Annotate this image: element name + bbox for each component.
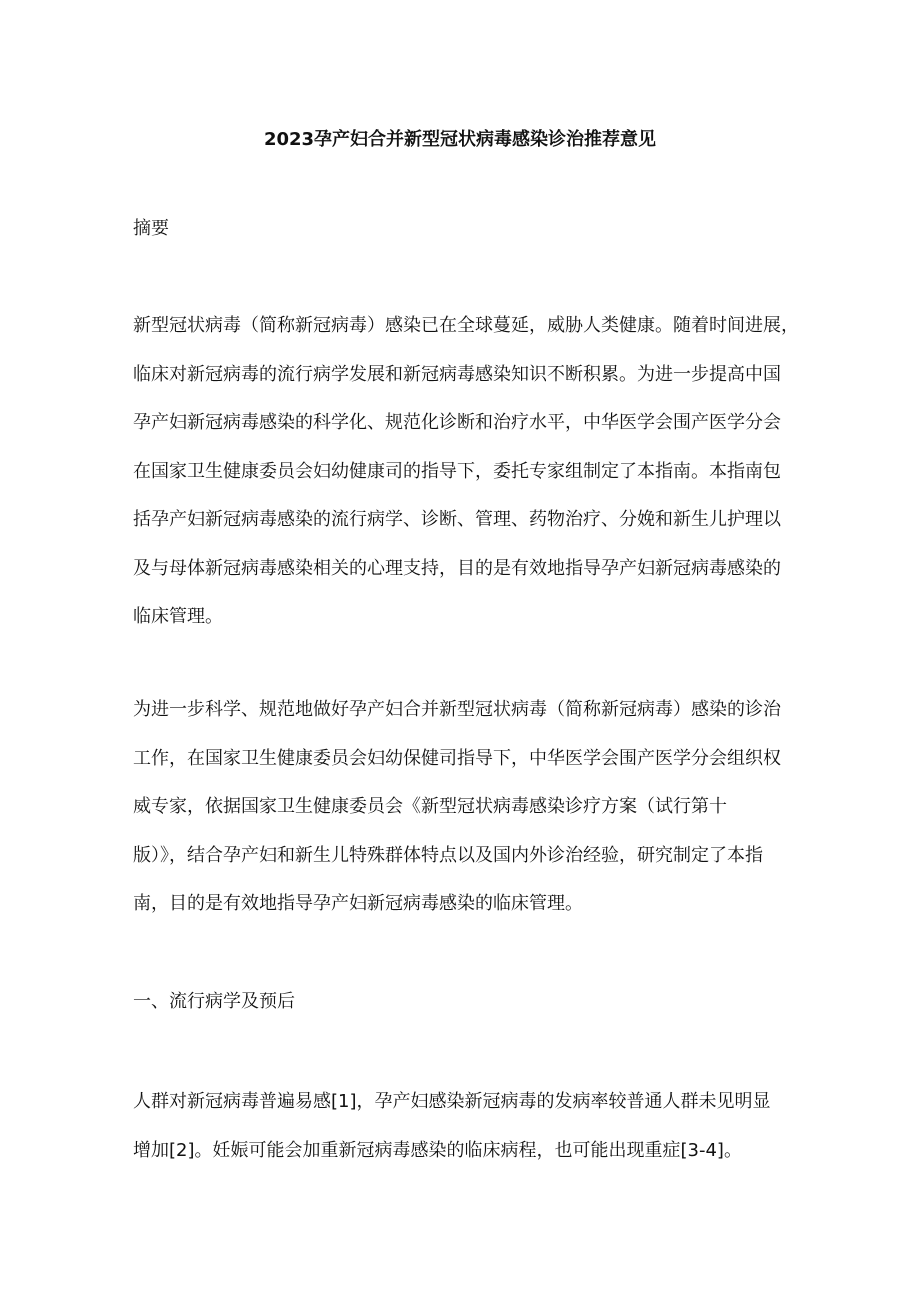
paragraph-line: 在国家卫生健康委员会妇幼健康司的指导下，委托专家组制定了本指南。本指南包	[133, 460, 781, 482]
paragraph-line: 为进一步科学、规范地做好孕产妇合并新型冠状病毒（简称新冠病毒）感染的诊治	[133, 699, 781, 720]
abstract-paragraph	[133, 302, 799, 642]
paragraph-line: 临床对新冠病毒的流行病学发展和新冠病毒感染知识不断积累。为进一步提高中国	[133, 363, 781, 385]
abstract-heading: 摘要	[133, 218, 169, 239]
section1-paragraph	[133, 1078, 793, 1175]
paragraph-line: 工作，在国家卫生健康委员会妇幼保健司指导下，中华医学会围产医学分会组织权	[133, 747, 781, 769]
intro-paragraph	[133, 686, 793, 929]
paragraph-line: 及与母体新冠病毒感染相关的心理支持，目的是有效地指导孕产妇新冠病毒感染的	[133, 557, 781, 579]
paragraph-line: 威专家，依据国家卫生健康委员会《新型冠状病毒感染诊疗方案（试行第十	[133, 796, 727, 817]
section-heading: 一、流行病学及预后	[133, 991, 295, 1012]
paragraph-line: 孕产妇新冠病毒感染的科学化、规范化诊断和治疗水平，中华医学会围产医学分会	[133, 412, 781, 433]
paragraph-line: 版）》，结合孕产妇和新生儿特殊群体特点以及国内外诊治经验，研究制定了本指	[133, 844, 763, 866]
paragraph-line: 临床管理。	[133, 606, 223, 627]
paragraph-line: 南，目的是有效地指导孕产妇新冠病毒感染的临床管理。	[133, 893, 583, 914]
page-title: 2023孕产妇合并新型冠状病毒感染诊治推荐意见	[263, 129, 657, 150]
paragraph-line: 新型冠状病毒（简称新冠病毒）感染已在全球蔓延，威胁人类健康。随着时间进展，	[133, 315, 799, 336]
paragraph-line: 增加[2]。妊娠可能会加重新冠病毒感染的临床病程，也可能出现重症[3-4]。	[133, 1139, 742, 1161]
paragraph-line: 人群对新冠病毒普遍易感[1]，孕产妇感染新冠病毒的发病率较普通人群未见明显	[133, 1091, 771, 1112]
paragraph-line: 括孕产妇新冠病毒感染的流行病学、诊断、管理、药物治疗、分娩和新生儿护理以	[133, 509, 781, 530]
